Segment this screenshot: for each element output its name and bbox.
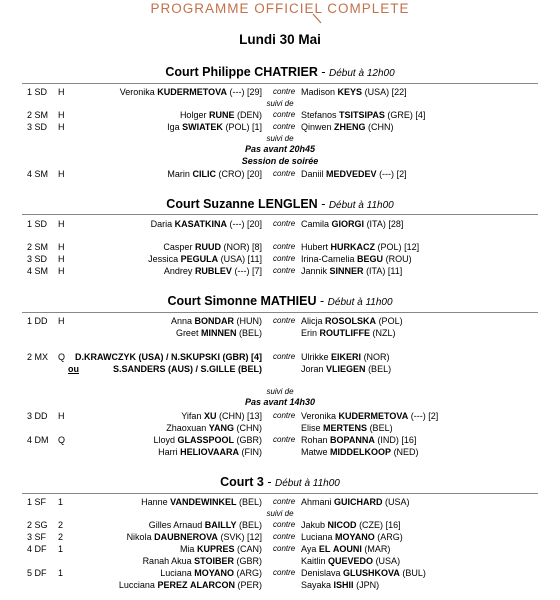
versus-label: contre [273, 316, 296, 325]
versus-label: contre [273, 435, 296, 444]
player-left-partner: Ranah Akua STOIBER (GBR) [142, 556, 262, 566]
player-left: Lloyd GLASSPOOL (GBR) [153, 435, 262, 445]
player-right-partner: Sayaka ISHII (JPN) [301, 580, 380, 590]
day-title: Lundi 30 Mai [239, 32, 321, 47]
player-right: Daniil MEDVEDEV (---) [2] [301, 169, 407, 179]
match-code: 4 DM [27, 435, 49, 445]
match-round: H [58, 219, 65, 229]
programme-title: PROGRAMME OFFICIEL COMPLETE [150, 1, 410, 16]
match-round: H [58, 316, 65, 326]
match-code: 2 MX [27, 352, 49, 362]
match-round: Q [58, 352, 66, 362]
match-code: 2 SM [27, 242, 49, 252]
player-right: Denislava GLUSHKOVA (BUL) [301, 568, 426, 578]
evening-session-label: Session de soirée [241, 156, 319, 166]
match-code: 2 SG [27, 520, 48, 530]
player-right: Stefanos TSITSIPAS (GRE) [4] [301, 110, 426, 120]
player-right: Ahmani GUICHARD (USA) [301, 497, 410, 507]
player-right-partner: Kaitlin QUEVEDO (USA) [301, 556, 401, 566]
match-round: 2 [58, 532, 64, 542]
player-right: Ulrikke EIKERI (NOR) [301, 352, 390, 362]
match-row [0, 531, 560, 543]
court-start-time: Début à 11h00 [328, 200, 394, 211]
court-start-time: Début à 12h00 [329, 68, 395, 79]
player-left: Luciana MOYANO (ARG) [160, 568, 262, 578]
match-row-partner [0, 446, 560, 458]
match-round: 1 [58, 544, 64, 554]
versus-label: contre [273, 110, 296, 119]
player-left: Marin CILIC (CRO) [20] [167, 169, 262, 179]
player-right: Camila GIORGI (ITA) [28] [301, 219, 404, 229]
match-row [0, 218, 560, 230]
match-code: 4 SM [27, 266, 49, 276]
match-code: 3 SD [27, 122, 48, 132]
court-header-lenglen: Court Suzanne LENGLEN - Début à 11h00 [166, 197, 394, 211]
court-header-court3: Court 3 - Début à 11h00 [220, 475, 340, 489]
player-right: Luciana MOYANO (ARG) [301, 532, 403, 542]
match-row [0, 168, 560, 180]
versus-label: contre [273, 411, 296, 420]
player-right-partner: Erin ROUTLIFFE (NZL) [301, 328, 396, 338]
divider [22, 493, 538, 494]
match-row [0, 241, 560, 253]
match-row [0, 315, 560, 327]
player-left: Jessica PEGULA (USA) [11] [148, 254, 262, 264]
match-code: 1 SF [27, 497, 47, 507]
player-right: Veronika KUDERMETOVA (---) [2] [301, 411, 439, 421]
court-header-chatrier: Court Philippe CHATRIER - Début à 12h00 [165, 65, 395, 79]
divider [22, 312, 538, 313]
match-code: 4 SM [27, 169, 49, 179]
match-round: 2 [58, 520, 64, 530]
player-right: Qinwen ZHENG (CHN) [301, 122, 394, 132]
match-row [0, 496, 560, 508]
player-left-partner: Zhaoxuan YANG (CHN) [166, 423, 262, 433]
not-before-label: Pas avant 14h30 [244, 397, 316, 407]
player-right: Irina-Camelia BEGU (ROU) [301, 254, 412, 264]
match-row [0, 109, 560, 121]
match-code: 3 SD [27, 254, 48, 264]
versus-label: contre [273, 532, 296, 541]
player-left: Veronika KUDERMETOVA (---) [29] [119, 87, 262, 97]
followed-by-label: suivi de [266, 509, 294, 518]
player-left: D.KRAWCZYK (USA) / N.SKUPSKI (GBR) [4] [75, 352, 262, 362]
player-left: Anna BONDAR (HUN) [170, 316, 262, 326]
player-left: Holger RUNE (DEN) [179, 110, 262, 120]
match-row-partner [0, 327, 560, 339]
player-right: Rohan BOPANNA (IND) [16] [301, 435, 417, 445]
versus-label: contre [273, 266, 296, 275]
or-label: ou [68, 364, 79, 374]
match-row [0, 567, 560, 579]
player-left: Nikola DAUBNEROVA (SVK) [12] [126, 532, 262, 542]
versus-label: contre [273, 568, 296, 577]
player-right: Hubert HURKACZ (POL) [12] [301, 242, 420, 252]
court-name: Court Philippe CHATRIER [165, 65, 318, 79]
match-row [0, 543, 560, 555]
divider [22, 83, 538, 84]
match-code: 1 SD [27, 219, 48, 229]
court-name: Court Simonne MATHIEU [167, 294, 317, 308]
match-row [0, 519, 560, 531]
match-round: H [58, 110, 65, 120]
followed-by-label: suivi de [266, 134, 294, 143]
player-left: Hanne VANDEWINKEL (BEL) [141, 497, 262, 507]
player-right: Jannik SINNER (ITA) [11] [301, 266, 403, 276]
match-round: H [58, 254, 65, 264]
match-row-partner [0, 555, 560, 567]
court-start-time: Début à 11h00 [327, 297, 393, 308]
match-round: Q [58, 435, 66, 445]
player-left: Iga SWIATEK (POL) [1] [167, 122, 262, 132]
match-row [0, 434, 560, 446]
match-row [0, 121, 560, 133]
player-left: Gilles Arnaud BAILLY (BEL) [148, 520, 262, 530]
match-row-partner [0, 363, 560, 375]
versus-label: contre [273, 219, 296, 228]
court-name: Court Suzanne LENGLEN [166, 197, 318, 211]
versus-label: contre [273, 169, 296, 178]
versus-label: contre [273, 254, 296, 263]
versus-label: contre [273, 122, 296, 131]
player-right: Alicja ROSOLSKA (POL) [301, 316, 403, 326]
match-code: 3 DD [27, 411, 48, 421]
player-left: Mia KUPRES (CAN) [179, 544, 262, 554]
player-right-partner: Joran VLIEGEN (BEL) [301, 364, 392, 374]
match-round: H [58, 266, 65, 276]
match-round: H [58, 122, 65, 132]
match-round: H [58, 169, 65, 179]
not-before-label: Pas avant 20h45 [244, 144, 316, 154]
player-left: Andrey RUBLEV (---) [7] [163, 266, 262, 276]
match-row [0, 265, 560, 277]
match-row [0, 410, 560, 422]
match-row [0, 86, 560, 98]
versus-label: contre [273, 544, 296, 553]
versus-label: contre [273, 497, 296, 506]
player-left-partner: Harri HELIOVAARA (FIN) [158, 447, 262, 457]
match-code: 2 SM [27, 110, 49, 120]
match-round: H [58, 242, 65, 252]
versus-label: contre [273, 352, 296, 361]
player-right: Madison KEYS (USA) [22] [301, 87, 407, 97]
player-left-alternative: S.SANDERS (AUS) / S.GILLE (BEL) [112, 364, 262, 374]
match-code: 3 SF [27, 532, 47, 542]
accent-mark-icon [312, 13, 326, 25]
match-code: 5 DF [27, 568, 47, 578]
player-right-partner: Matwe MIDDELKOOP (NED) [301, 447, 419, 457]
match-row [0, 351, 560, 363]
player-right-partner: Elise MERTENS (BEL) [301, 423, 393, 433]
followed-by-label: suivi de [266, 99, 294, 108]
player-left-partner: Greet MINNEN (BEL) [175, 328, 262, 338]
match-row-partner [0, 422, 560, 434]
player-left: Daria KASATKINA (---) [20] [150, 219, 262, 229]
match-row-partner [0, 579, 560, 591]
player-right: Jakub NICOD (CZE) [16] [301, 520, 401, 530]
match-row [0, 253, 560, 265]
versus-label: contre [273, 87, 296, 96]
match-code: 1 SD [27, 87, 48, 97]
divider [22, 214, 538, 215]
court-start-time: Début à 11h00 [275, 478, 340, 489]
player-left: Yifan XU (CHN) [13] [181, 411, 262, 421]
match-round: 1 [58, 497, 64, 507]
match-round: 1 [58, 568, 64, 578]
player-right: Aya EL AOUNI (MAR) [301, 544, 391, 554]
match-code: 1 DD [27, 316, 48, 326]
versus-label: contre [273, 520, 296, 529]
court-name: Court 3 [220, 475, 264, 489]
match-round: H [58, 87, 65, 97]
court-header-mathieu: Court Simonne MATHIEU - Début à 11h00 [167, 294, 393, 308]
player-left-partner: Lucciana PEREZ ALARCON (PER) [118, 580, 262, 590]
match-round: H [58, 411, 65, 421]
match-code: 4 DF [27, 544, 47, 554]
player-left: Casper RUUD (NOR) [8] [163, 242, 262, 252]
versus-label: contre [273, 242, 296, 251]
followed-by-label: suivi de [266, 387, 294, 396]
